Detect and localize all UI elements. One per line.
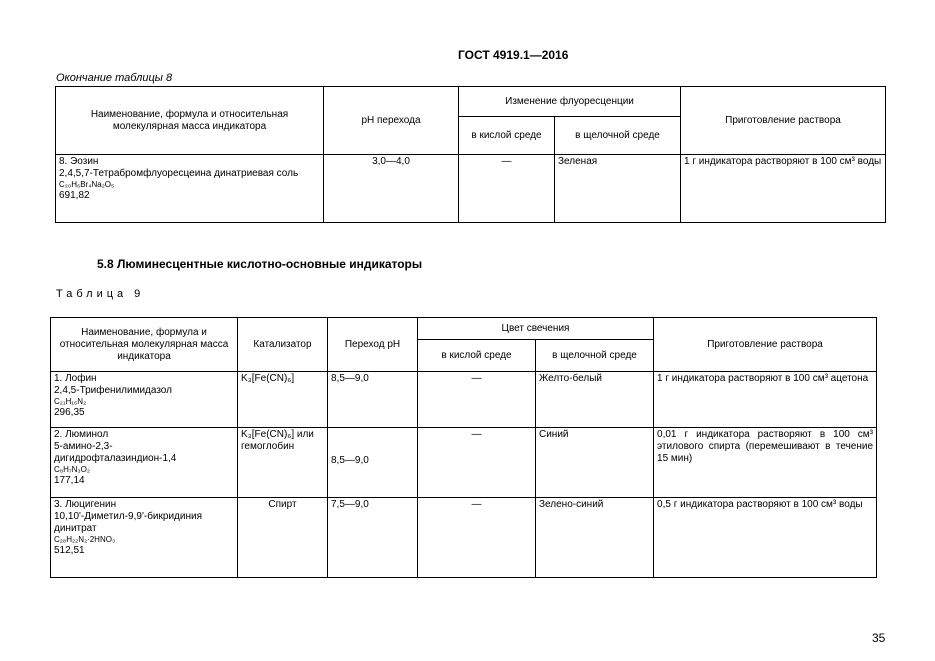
indicator-formula: C₈H₇N₃O₂	[54, 465, 90, 474]
cell-preparation: 1 г индикатора растворяют в 100 см³ воды	[681, 155, 886, 223]
document-code: ГОСТ 4919.1—2016	[458, 48, 569, 62]
cell-ph: 7,5—9,0	[328, 498, 418, 578]
table-row	[56, 155, 886, 223]
indicator-mass: 691,82	[59, 189, 90, 201]
cell-alkaline: Синий	[536, 428, 654, 498]
cell-ph: 8,5—9,0	[328, 372, 418, 428]
cell-preparation: 0,5 г индикатора растворяют в 100 см³ воды	[654, 498, 877, 578]
header-name: Наименование, формула и относительная молекулярная масса индикатора	[51, 318, 238, 372]
header-fluorescence: Изменение флуоресценции	[459, 87, 681, 117]
table-row	[51, 498, 877, 578]
cell-preparation: 0,01 г индикатора растворяют в 100 см³ этилового спирта (перемешивают в течение 15 мин)	[654, 428, 877, 498]
header-acid: в кислой среде	[459, 117, 555, 155]
header-name: Наименование, формула и относительная молекулярная масса индикатора	[56, 87, 324, 155]
cell-acid: —	[418, 498, 536, 578]
cell-acid: —	[418, 428, 536, 498]
table-row	[51, 428, 877, 498]
indicator-formula: C₂₀H₆Br₄Na₂O₅	[59, 180, 115, 189]
table-8	[55, 86, 886, 223]
header-glow-color: Цвет свечения	[418, 318, 654, 340]
cell-ph: 3,0—4,0	[324, 155, 459, 223]
indicator-mass: 296,35	[54, 406, 85, 418]
header-preparation: Приготовление раствора	[654, 318, 877, 372]
indicator-mass: 512,51	[54, 544, 85, 556]
cell-alkaline: Зелено-синий	[536, 498, 654, 578]
cell-catalyst: K₃[Fe(CN)₆]	[238, 372, 328, 428]
indicator-name: 8. Эозин	[59, 156, 99, 167]
cell-name	[51, 498, 238, 578]
table-row	[51, 372, 877, 428]
cell-catalyst: Спирт	[238, 498, 328, 578]
indicator-chemical-name: 5-амино-2,3-дигидрофталазиндион-1,4	[54, 441, 177, 464]
table8-caption: Окончание таблицы 8	[56, 72, 173, 84]
cell-catalyst: K₃[Fe(CN)₆] или гемоглобин	[238, 428, 328, 498]
cell-name	[51, 372, 238, 428]
cell-preparation: 1 г индикатора растворяют в 100 см³ ацетона	[654, 372, 877, 428]
indicator-name: 3. Люцигенин	[54, 499, 117, 510]
header-ph: pH перехода	[324, 87, 459, 155]
indicator-formula: C₂₁H₁₆N₂	[54, 397, 87, 406]
header-alkaline: в щелочной среде	[555, 117, 681, 155]
cell-alkaline: Зеленая	[555, 155, 681, 223]
page-number: 35	[872, 631, 886, 645]
table-9	[50, 317, 877, 578]
section-title: 5.8 Люминесцентные кислотно-основные индикаторы	[97, 257, 423, 271]
header-preparation: Приготовление раствора	[681, 87, 886, 155]
cell-alkaline: Желто-белый	[536, 372, 654, 428]
header-catalyst: Катализатор	[238, 318, 328, 372]
indicator-mass: 177,14	[54, 474, 85, 486]
indicator-chemical-name: 2,4,5-Трифенилимидазол	[54, 385, 172, 396]
header-acid: в кислой среде	[418, 340, 536, 372]
header-ph: Переход pH	[328, 318, 418, 372]
table9-caption: Таблица 9	[56, 288, 145, 300]
cell-name	[51, 428, 238, 498]
indicator-name: 1. Лофин	[54, 373, 97, 384]
cell-name	[56, 155, 324, 223]
header-alkaline: в щелочной среде	[536, 340, 654, 372]
indicator-name: 2. Люминол	[54, 429, 109, 440]
indicator-chemical-name: 2,4,5,7-Тетрабромфлуоресцеина динатриевая соль	[59, 168, 299, 179]
indicator-formula: C₂₈H₂₂N₂·2HNO₃	[54, 535, 116, 544]
indicator-chemical-name: 10,10'-Диметил-9,9'-бикридиния динитрат	[54, 511, 202, 534]
cell-acid: —	[459, 155, 555, 223]
cell-acid: —	[418, 372, 536, 428]
cell-ph: 8,5—9,0	[328, 428, 418, 498]
